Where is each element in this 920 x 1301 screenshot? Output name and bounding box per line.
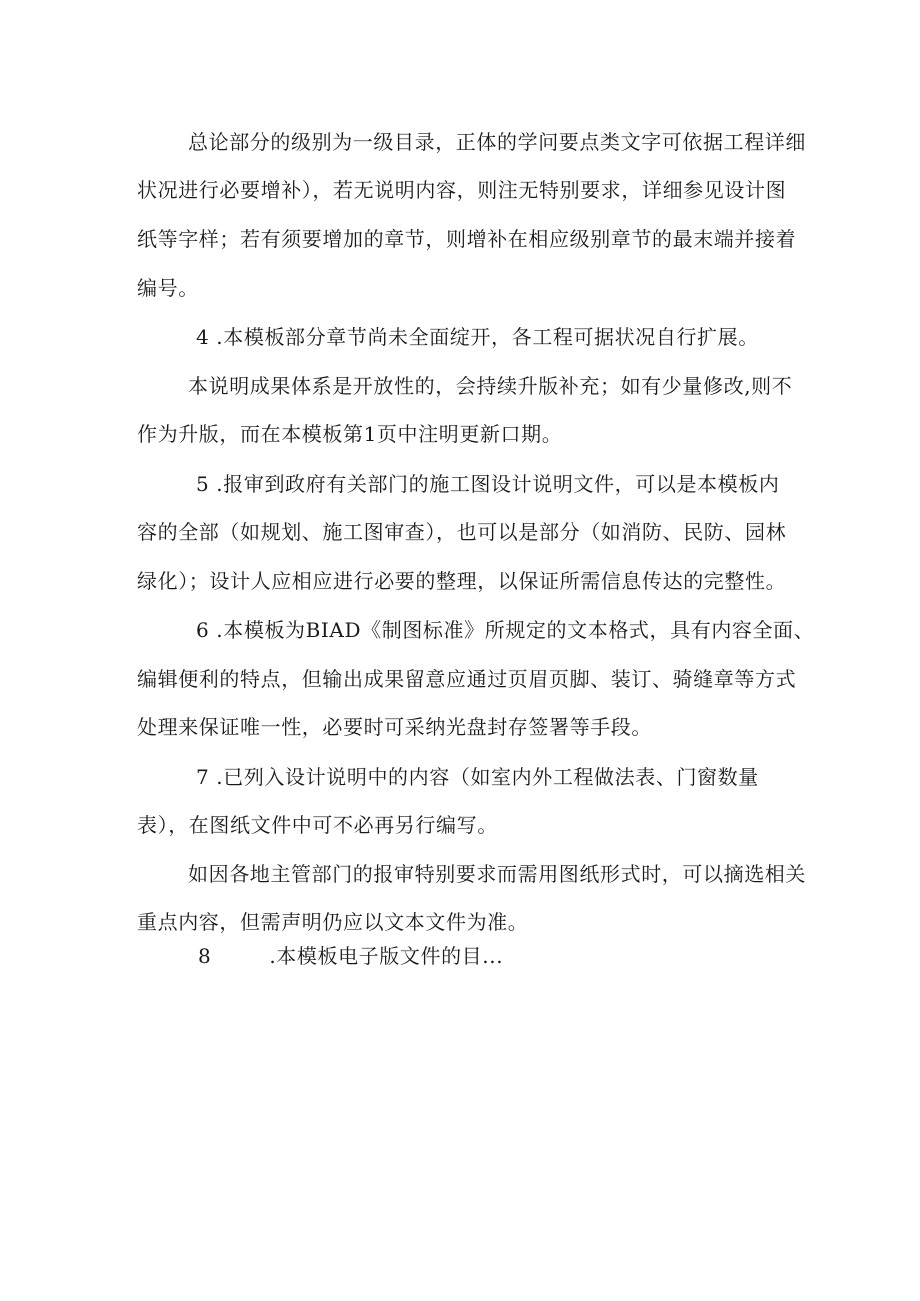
- paragraph-line: 绿化）；设计人应相应进行必要的整理，以保证所需信息传达的完整性。: [137, 569, 787, 593]
- paragraph-line: 状况进行必要增补），若无说明内容，则注无特别要求，详细参见设计图: [137, 178, 787, 202]
- list-text: .本模板电子版文件的目...: [269, 944, 504, 968]
- paragraph-line: 总论部分的级别为一级目录，正体的学问要点类文字可依据工程详细: [188, 130, 806, 154]
- paragraph-line: 如因各地主管部门的报审特别要求而需用图纸形式时，可以摘选相关: [188, 862, 806, 886]
- paragraph-line: 表），在图纸文件中可不必再另行编写。: [137, 813, 498, 837]
- paragraph-line: 处理来保证唯一性，必要时可采纳光盘封存签署等手段。: [137, 715, 652, 739]
- paragraph-line: 4 .本模板部分章节尚未全面绽开，各工程可据状况自行扩展。: [196, 325, 759, 349]
- paragraph-line: 7 .已列入设计说明中的内容（如室内外工程做法表、门窗数量: [196, 765, 759, 789]
- paragraph-line: 5 .报审到政府有关部门的施工图设计说明文件，可以是本模板内: [196, 472, 780, 496]
- paragraph-line: 编号。: [137, 276, 199, 300]
- paragraph-line: 纸等字样；若有须要增加的章节，则增补在相应级别章节的最末端并接着: [137, 227, 797, 251]
- paragraph-line: 6 .本模板为BIAD《制图标准》所规定的文本格式，具有内容全面、: [196, 618, 815, 642]
- paragraph-line: 容的全部（如规划、施工图审查），也可以是部分（如消防、民防、园林: [137, 520, 787, 544]
- paragraph-line: 作为升版，而在本模板第1页中注明更新口期。: [137, 422, 563, 446]
- paragraph-line-truncated: [198, 942, 503, 970]
- paragraph-line: 重点内容，但需声明仍应以文本文件为准。: [137, 910, 529, 934]
- paragraph-line: 本说明成果体系是开放性的，会持续升版补充；如有少量修改,则不: [188, 374, 793, 398]
- list-number: 8: [198, 944, 212, 968]
- paragraph-line: 编辑便利的特点，但输出成果留意应通过页眉页脚、装订、骑缝章等方式: [137, 667, 797, 691]
